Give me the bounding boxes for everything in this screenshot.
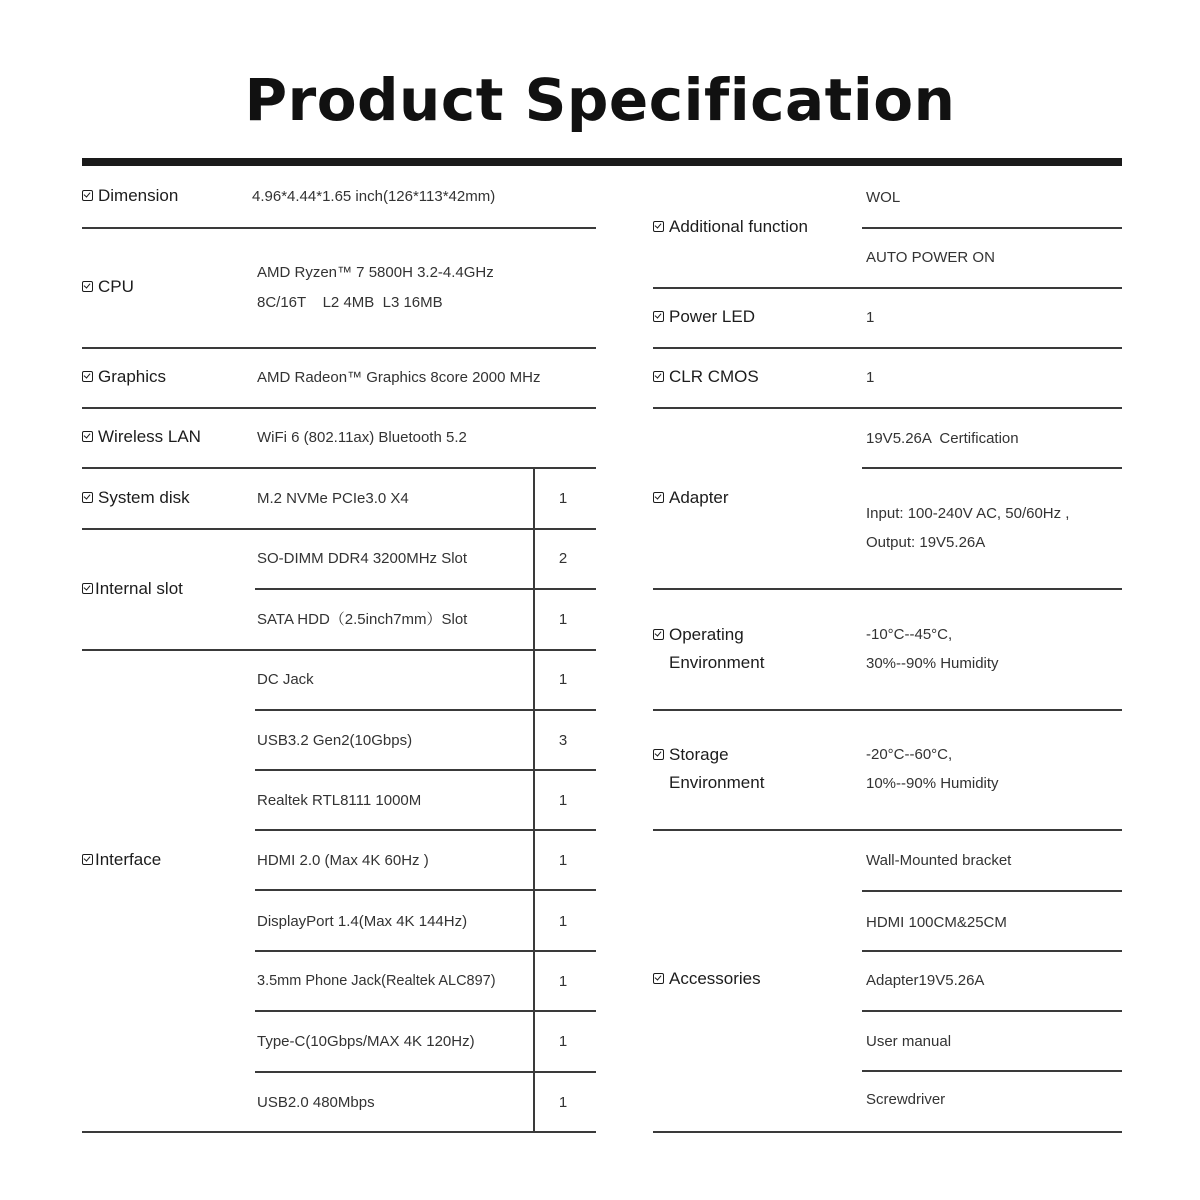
spec-label-power-led: Power LED [653,303,755,331]
checkbox-icon [82,583,93,594]
row-divider [862,227,1122,229]
spec-value-cpu-line2: 8C/16T L2 4MB L3 16MB [257,294,443,311]
checkbox-icon [82,371,93,382]
spec-count-interface: 1 [558,973,568,990]
spec-value-storage-temp: -20°C--60°C, [866,746,953,763]
page-title: Product Specification [244,66,956,134]
checkbox-icon [653,311,664,322]
spec-value-interface: DisplayPort 1.4(Max 4K 144Hz) [257,913,468,930]
row-divider [653,287,1122,289]
checkbox-icon [653,629,664,640]
spec-value-internal-slot: SO-DIMM DDR4 3200MHz Slot [257,550,468,567]
spec-count-system-disk: 1 [558,490,568,507]
spec-value-adapter-output: Output: 19V5.26A [866,534,986,551]
spec-value-accessory: Adapter19V5.26A [866,972,985,989]
row-divider [653,407,1122,409]
spec-count-interface: 1 [558,1094,568,1111]
spec-value-dimension: 4.96*4.44*1.65 inch(126*113*42mm) [252,188,496,205]
row-divider [255,769,596,771]
spec-value-interface: DC Jack [257,671,314,688]
spec-label-graphics: Graphics [82,363,166,391]
spec-value-system-disk: M.2 NVMe PCIe3.0 X4 [257,490,409,507]
count-column-divider [533,467,535,1132]
row-divider [82,407,596,409]
spec-value-internal-slot: SATA HDD（2.5inch7mm）Slot [257,611,468,628]
spec-value-accessory: HDMI 100CM&25CM [866,914,1007,931]
row-divider [862,950,1122,952]
spec-label-storage-environment: Storage Environment [653,741,764,797]
row-divider [82,227,596,229]
table-bottom-border [82,1131,596,1133]
checkbox-icon [82,281,93,292]
spec-value-storage-humidity: 10%--90% Humidity [866,775,999,792]
checkbox-icon [82,854,93,865]
spec-value-accessory: Screwdriver [866,1091,946,1108]
spec-count-interface: 3 [558,732,568,749]
row-divider [862,1070,1122,1072]
spec-value-clr-cmos: 1 [866,369,875,386]
row-divider [82,649,596,651]
checkbox-icon [82,190,93,201]
spec-label-adapter: Adapter [653,484,729,512]
row-divider [653,709,1122,711]
spec-label-dimension: Dimension [82,182,178,210]
spec-value-interface: USB2.0 480Mbps [257,1094,375,1111]
row-divider [255,1010,596,1012]
checkbox-icon [82,492,93,503]
spec-value-interface: HDMI 2.0 (Max 4K 60Hz ) [257,852,429,869]
spec-label-additional-function: Additional function [653,213,808,241]
row-divider [82,467,596,469]
row-divider [255,829,596,831]
row-divider [653,588,1122,590]
spec-value-interface: USB3.2 Gen2(10Gbps) [257,732,413,749]
spec-label-system-disk: System disk [82,484,190,512]
checkbox-icon [653,973,664,984]
spec-value-cpu-line1: AMD Ryzen™ 7 5800H 3.2-4.4GHz [257,264,494,281]
spec-value-interface: Realtek RTL8111 1000M [257,792,422,809]
row-divider [82,347,596,349]
row-divider [255,1071,596,1073]
spec-value-adapter-input: Input: 100-240V AC, 50/60Hz , [866,505,1070,522]
title-divider [82,158,1122,166]
spec-value-interface: Type-C(10Gbps/MAX 4K 120Hz) [257,1033,475,1050]
spec-value-operating-temp: -10°C--45°C, [866,626,953,643]
spec-count-interface: 1 [558,792,568,809]
row-divider [255,950,596,952]
table-bottom-border [653,1131,1122,1133]
row-divider [862,467,1122,469]
row-divider [255,889,596,891]
spec-label-internal-slot: Internal slot [82,575,183,603]
spec-value-accessory: Wall-Mounted bracket [866,852,1012,869]
checkbox-icon [82,431,93,442]
spec-label-wireless-lan: Wireless LAN [82,423,201,451]
spec-count-interface: 1 [558,1033,568,1050]
spec-value-interface: 3.5mm Phone Jack(Realtek ALC897) [257,973,496,989]
checkbox-icon [653,371,664,382]
row-divider [862,890,1122,892]
spec-value-wireless: WiFi 6 (802.11ax) Bluetooth 5.2 [257,429,467,446]
spec-label-operating-environment: Operating Environment [653,621,764,677]
checkbox-icon [653,492,664,503]
row-divider [653,347,1122,349]
spec-label-accessories: Accessories [653,965,761,993]
spec-value-graphics: AMD Radeon™ Graphics 8core 2000 MHz [257,369,541,386]
spec-value-accessory: User manual [866,1033,952,1050]
checkbox-icon [653,749,664,760]
spec-count-interface: 1 [558,913,568,930]
row-divider [82,528,596,530]
spec-count-interface: 1 [558,852,568,869]
spec-count-internal-slot: 2 [558,550,568,567]
spec-value-power-led: 1 [866,309,875,326]
spec-count-interface: 1 [558,671,568,688]
row-divider [255,709,596,711]
spec-count-internal-slot: 1 [558,611,568,628]
spec-value-additional: AUTO POWER ON [866,249,995,266]
spec-label-interface: Interface [82,846,161,874]
spec-label-clr-cmos: CLR CMOS [653,363,759,391]
row-divider [255,588,596,590]
row-divider [653,829,1122,831]
spec-value-additional: WOL [866,189,901,206]
checkbox-icon [653,221,664,232]
spec-value-adapter-cert: 19V5.26A Certification [866,430,1019,447]
spec-label-cpu: CPU [82,273,134,301]
row-divider [862,1010,1122,1012]
spec-value-operating-humidity: 30%--90% Humidity [866,655,999,672]
